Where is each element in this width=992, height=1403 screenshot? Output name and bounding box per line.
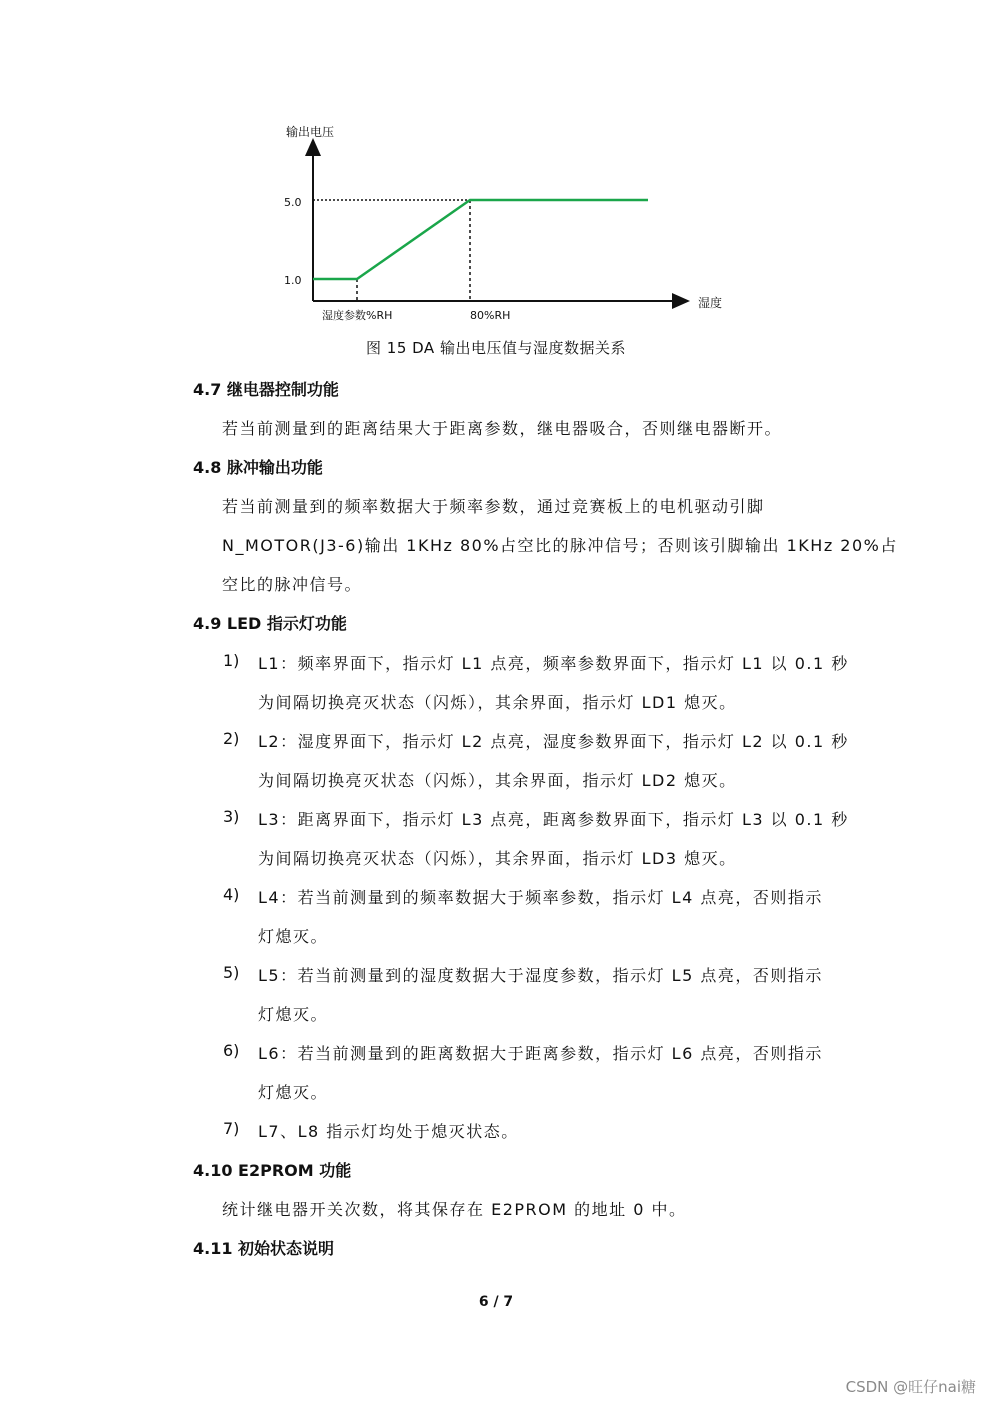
watermark: CSDN @旺仔nai糖 <box>845 1378 976 1396</box>
para-4-8-line2: N_MOTOR(J3-6)输出 1KHz 80%占空比的脉冲信号；否则该引脚输出 1KHz 20%占 <box>222 536 898 555</box>
x-tick-param: 湿度参数%RH <box>322 309 393 322</box>
heading-4-10: 4.10 E2PROM 功能 <box>193 1161 352 1180</box>
heading-4-11: 4.11 初始状态说明 <box>193 1239 335 1258</box>
list-item-line1: L4：若当前测量到的频率数据大于频率参数，指示灯 L4 点亮，否则指示 <box>258 888 823 907</box>
para-4-8-line1: 若当前测量到的频率数据大于频率参数，通过竞赛板上的电机驱动引脚 <box>222 497 765 516</box>
list-item-line1: L1：频率界面下，指示灯 L1 点亮，频率参数界面下，指示灯 L1 以 0.1 秒 <box>258 654 849 673</box>
list-item-line1: L3：距离界面下，指示灯 L3 点亮，距离参数界面下，指示灯 L3 以 0.1 秒 <box>258 810 849 829</box>
list-item-num: 1) <box>223 651 240 670</box>
list-item-num: 7) <box>223 1119 240 1138</box>
list-item-line1: L5：若当前测量到的湿度数据大于湿度参数，指示灯 L5 点亮，否则指示 <box>258 966 823 985</box>
list-item-line2: 灯熄灭。 <box>258 927 329 946</box>
y-axis-label: 输出电压 <box>286 125 335 139</box>
para-4-7: 若当前测量到的距离结果大于距离参数，继电器吸合，否则继电器断开。 <box>222 419 783 438</box>
page-number: 6 / 7 <box>478 1294 514 1310</box>
list-item-num: 3) <box>223 807 240 826</box>
x-axis-label: 湿度 <box>698 296 723 310</box>
da-output-line <box>313 200 648 279</box>
chart-svg <box>270 118 723 328</box>
list-item-line2: 为间隔切换亮灭状态（闪烁），其余界面，指示灯 LD3 熄灭。 <box>258 849 737 868</box>
list-item-line1: L7、L8 指示灯均处于熄灭状态。 <box>258 1122 519 1141</box>
heading-4-8: 4.8 脉冲输出功能 <box>193 458 323 477</box>
list-item-line2: 为间隔切换亮灭状态（闪烁），其余界面，指示灯 LD2 熄灭。 <box>258 771 737 790</box>
list-item-num: 5) <box>223 963 240 982</box>
list-item-line1: L2：湿度界面下，指示灯 L2 点亮，湿度参数界面下，指示灯 L2 以 0.1 秒 <box>258 732 849 751</box>
heading-4-7: 4.7 继电器控制功能 <box>193 380 339 399</box>
list-item-line2: 为间隔切换亮灭状态（闪烁），其余界面，指示灯 LD1 熄灭。 <box>258 693 737 712</box>
para-4-8-line3: 空比的脉冲信号。 <box>222 575 363 594</box>
da-output-chart <box>270 118 723 328</box>
para-4-10: 统计继电器开关次数，将其保存在 E2PROM 的地址 0 中。 <box>222 1200 687 1219</box>
heading-4-9: 4.9 LED 指示灯功能 <box>193 614 347 633</box>
list-item-num: 6) <box>223 1041 240 1060</box>
list-item-num: 4) <box>223 885 240 904</box>
y-tick-low: 1.0 <box>284 274 302 287</box>
list-item-line2: 灯熄灭。 <box>258 1083 329 1102</box>
list-item-num: 2) <box>223 729 240 748</box>
y-tick-high: 5.0 <box>284 196 302 209</box>
figure-caption: 图 15 DA 输出电压值与湿度数据关系 <box>366 339 626 357</box>
list-item-line1: L6：若当前测量到的距离数据大于距离参数，指示灯 L6 点亮，否则指示 <box>258 1044 823 1063</box>
list-item-line2: 灯熄灭。 <box>258 1005 329 1024</box>
x-tick-80rh: 80%RH <box>470 309 511 322</box>
